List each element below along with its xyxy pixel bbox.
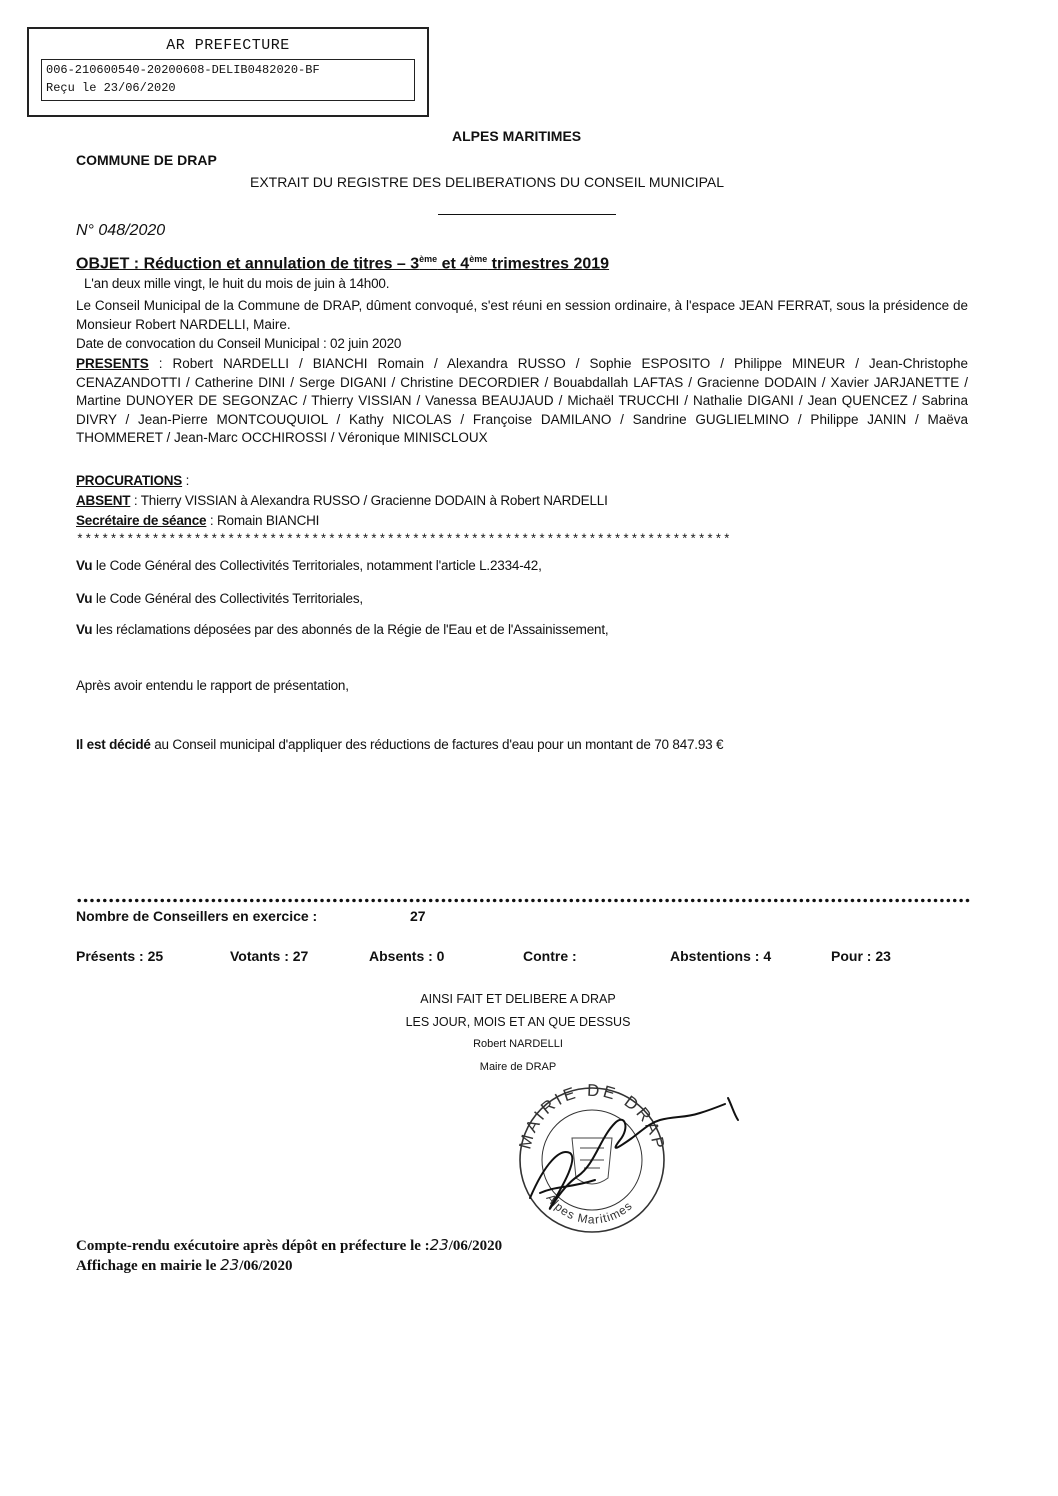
vote-presents: Présents : 25 <box>76 948 164 964</box>
vote-voters: Votants : 27 <box>230 948 309 964</box>
consideration-item: Vu les réclamations déposées par des abonnés de la Régie de l'Eau et de l'Assainissement, <box>76 622 609 637</box>
posting-handwritten-day: 23 <box>220 1256 240 1274</box>
prefecture-stamp <box>27 27 429 117</box>
mayor-seal-and-signature <box>500 1068 760 1238</box>
header-divider <box>438 214 616 215</box>
register-heading: EXTRAIT DU REGISTRE DES DELIBERATIONS DU CONSEIL MUNICIPAL <box>250 174 725 190</box>
stamp-details-box <box>41 59 415 101</box>
stamp-reference: 006-210600540-20200608-DELIB0482020-BF <box>46 63 320 77</box>
consideration-item: Vu le Code Général des Collectivités Territoriales, <box>76 591 363 606</box>
signer-name: Robert NARDELLI <box>473 1038 563 1050</box>
intro-date-line: L'an deux mille vingt, le huit du mois de juin à 14h00. <box>84 276 390 291</box>
closing-line-2: LES JOUR, MOIS ET AN QUE DESSUS <box>405 1015 631 1029</box>
report-heard-line: Après avoir entendu le rapport de présentation, <box>76 678 349 693</box>
dotted-separator <box>76 898 972 903</box>
closing-line-1: AINSI FAIT ET DELIBERE A DRAP <box>420 992 616 1006</box>
councillors-in-office-label: Nombre de Conseillers en exercice : <box>76 908 318 924</box>
stamp-received-date: Reçu le 23/06/2020 <box>46 81 176 95</box>
vote-absents: Absents : 0 <box>369 948 445 964</box>
absent-line: ABSENT : Thierry VISSIAN à Alexandra RUSSO / Gracienne DODAIN à Robert NARDELLI <box>76 493 608 508</box>
signer-role: Maire de DRAP <box>479 1061 557 1073</box>
secretary-line: Secrétaire de séance : Romain BIANCHI <box>76 513 320 528</box>
consideration-item: Vu le Code Général des Collectivités Territoriales, notamment l'article L.2334-42, <box>76 558 542 573</box>
procurations-line: PROCURATIONS : <box>76 473 190 488</box>
seal-bottom-text: Alpes Maritimes <box>543 1191 636 1227</box>
object-title: OBJET : Réduction et annulation de titres – 3ème et 4ème trimestres 2019 <box>76 254 610 273</box>
asterisk-separator: ****************************************************************************** <box>76 532 732 547</box>
stamp-title: AR PREFECTURE <box>166 37 290 54</box>
vote-abstentions: Abstentions : 4 <box>670 948 772 964</box>
decision-line: Il est décidé au Conseil municipal d'appliquer des réductions de factures d'eau pour un montant de 70 847.93 € <box>76 737 724 752</box>
executory-line: Compte-rendu exécutoire après dépôt en préfecture le :23/06/2020 <box>76 1236 503 1254</box>
vote-for: Pour : 23 <box>831 948 891 964</box>
executory-handwritten-day: 23 <box>429 1236 449 1254</box>
posting-line: Affichage en mairie le 23/06/2020 <box>76 1256 293 1274</box>
seal-top-text: MAIRIE DE DRAP <box>515 1080 669 1154</box>
presents-paragraph: PRESENTS : Robert NARDELLI / BIANCHI Romain / Alexandra RUSSO / Sophie ESPOSITO / Philippe MINEUR / Jean-Christophe CENAZANDOTTI / Catherine DINI / Serge DIGANI / Christine DECORDIER / Bouabdallah LAFTAS / Gracienne DODAIN / Xavier JARJANETTE / Martine DUNOYER DE SEGONZAC / Thierry VISSIAN / Vanessa BEAUJAUD / Michaël TRUCCHI / Nathalie DIGANI / Jean QUENCEZ / Sabrina DIVRY / Jean-Pierre MONTCOUQUIOL / Kathy NICOLAS / Françoise DAMILANO / Sandrine GUGLIELMINO / Philippe JANIN / Maëva THOMMERET / Jean-Marc OCCHIROSSI / Véronique MINISCLOUX <box>76 356 968 445</box>
deliberation-number: N° 048/2020 <box>76 222 166 239</box>
vote-against: Contre : <box>523 948 577 964</box>
commune-heading: COMMUNE DE DRAP <box>76 152 217 168</box>
intro-session-paragraph: Le Conseil Municipal de la Commune de DRAP, dûment convoqué, s'est réuni en session ordinaire, à l'espace JEAN FERRAT, sous la présidence de Monsieur Robert NARDELLI, Maire. <box>76 298 968 332</box>
convocation-date: Date de convocation du Conseil Municipal : 02 juin 2020 <box>76 336 402 351</box>
department-heading: ALPES MARITIMES <box>452 128 582 144</box>
councillors-in-office-value: 27 <box>410 908 426 924</box>
